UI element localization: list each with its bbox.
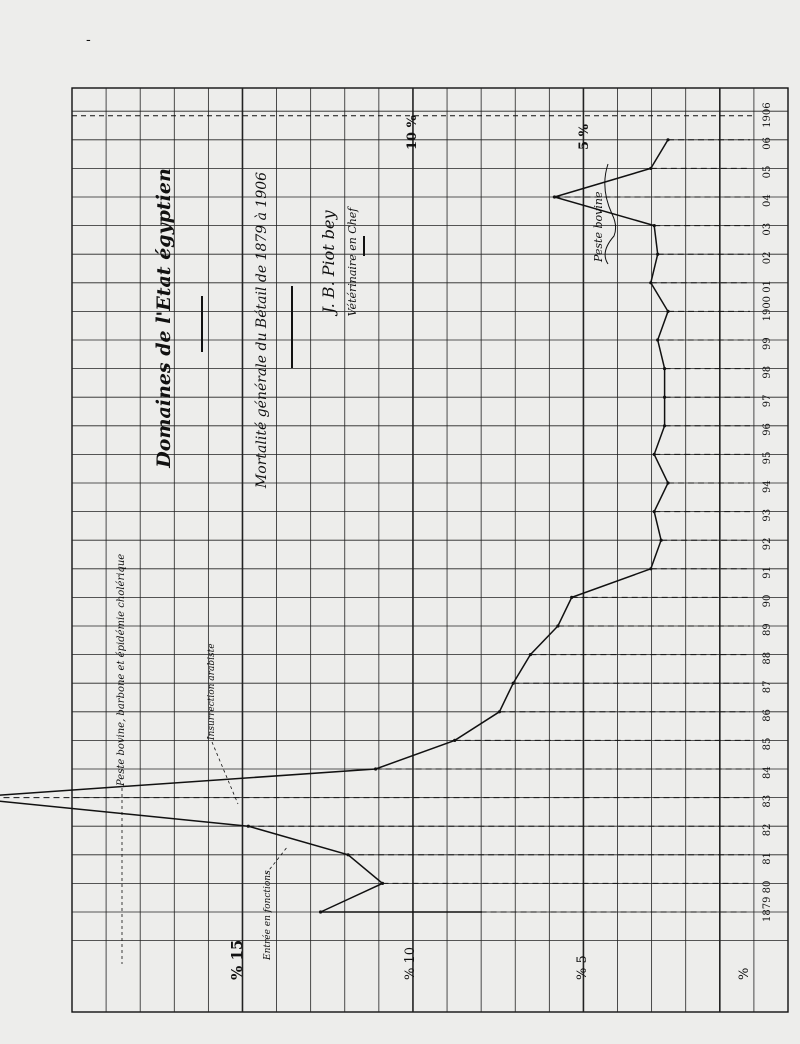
year-label-1895: 95	[762, 451, 773, 465]
data-point-1900	[666, 310, 669, 313]
year-label-1906: 06	[762, 137, 773, 150]
author-name: J. B. Piot bey	[319, 210, 338, 314]
year-label-1903: 03	[762, 222, 773, 236]
data-point-1890	[570, 596, 573, 599]
data-point-1903	[653, 224, 656, 227]
data-point-1905	[649, 167, 652, 170]
year-label-1884: 84	[762, 766, 773, 779]
year-label-1888: 88	[762, 651, 773, 665]
year-label-1886: 86	[762, 709, 773, 722]
data-point-1879	[319, 910, 322, 913]
data-point-1880	[381, 882, 384, 885]
data-point-1891	[649, 567, 652, 570]
pct-axis-label-1: % 15	[228, 939, 246, 980]
pct-axis-label-4: %	[737, 967, 752, 980]
year-label-edge: 1906	[762, 102, 773, 128]
data-point-1899	[656, 338, 659, 341]
year-label-1891: 91	[762, 566, 773, 579]
data-point-1881	[346, 853, 349, 856]
year-label-1898: 98	[762, 365, 773, 379]
data-point-1901	[649, 281, 652, 284]
year-label-1883: 83	[762, 794, 773, 808]
annotation-insurrection: Insurrection arabiste	[207, 643, 217, 740]
year-label-1889: 89	[762, 623, 773, 636]
year-label-1890: 90	[762, 594, 773, 608]
year-label-1893: 93	[762, 508, 773, 522]
year-label-1902: 02	[762, 251, 773, 265]
data-point-1894	[666, 481, 669, 484]
year-label-1882: 82	[762, 823, 773, 837]
year-label-1899: 99	[762, 337, 773, 350]
year-label-1904: 04	[762, 194, 773, 207]
page-mark: -	[86, 32, 91, 48]
year-label-1901: 01	[762, 280, 773, 293]
data-point-1885	[453, 739, 456, 742]
data-point-1906	[666, 138, 669, 141]
data-point-1904	[553, 195, 556, 198]
year-label-1887: 87	[762, 680, 773, 694]
data-point-1882	[247, 825, 250, 828]
data-point-1892	[660, 539, 663, 542]
author-role: Vétérinaire en Chef	[346, 207, 359, 317]
data-point-1884	[374, 767, 377, 770]
year-label-1881: 81	[762, 852, 773, 865]
annotation-entree: Entrée en fonctions	[263, 870, 273, 960]
top-pct-label-1: 5 %	[577, 124, 592, 150]
year-label-1905: 05	[762, 165, 773, 179]
top-pct-label-0: 10 %	[405, 115, 420, 150]
data-point-1895	[653, 453, 656, 456]
data-point-1888	[529, 653, 532, 656]
data-point-1889	[556, 624, 559, 627]
year-label-1897: 97	[762, 394, 773, 408]
year-label-1900: 1900	[762, 295, 773, 322]
data-point-1893	[653, 510, 656, 513]
data-point-1897	[663, 396, 666, 399]
data-point-1887	[512, 682, 515, 685]
data-point-1898	[663, 367, 666, 370]
chart-title: Domaines de l'Etat égyptien	[153, 168, 175, 468]
data-point-1902	[656, 253, 659, 256]
data-point-1896	[663, 424, 666, 427]
chart-subtitle: Mortalité générale du Bétail de 1879 à 1906	[254, 171, 270, 489]
year-label-1896: 96	[762, 423, 773, 436]
year-label-1894: 94	[762, 480, 773, 493]
year-label-1892: 92	[762, 537, 773, 551]
year-label-1885: 85	[762, 737, 773, 751]
year-axis-labels	[762, 102, 773, 922]
year-label-1880: 80	[762, 880, 773, 894]
annotation-peste-1904: Peste bovine	[592, 191, 605, 262]
annotation-peste-1883: Peste bovine, barbone et épidémie cholérique	[116, 553, 127, 786]
data-point-1886	[498, 710, 501, 713]
pct-axis-label-2: % 10	[403, 946, 418, 980]
pct-axis-label-3: % 5	[575, 955, 590, 980]
year-label-1879: 1879	[762, 896, 773, 922]
